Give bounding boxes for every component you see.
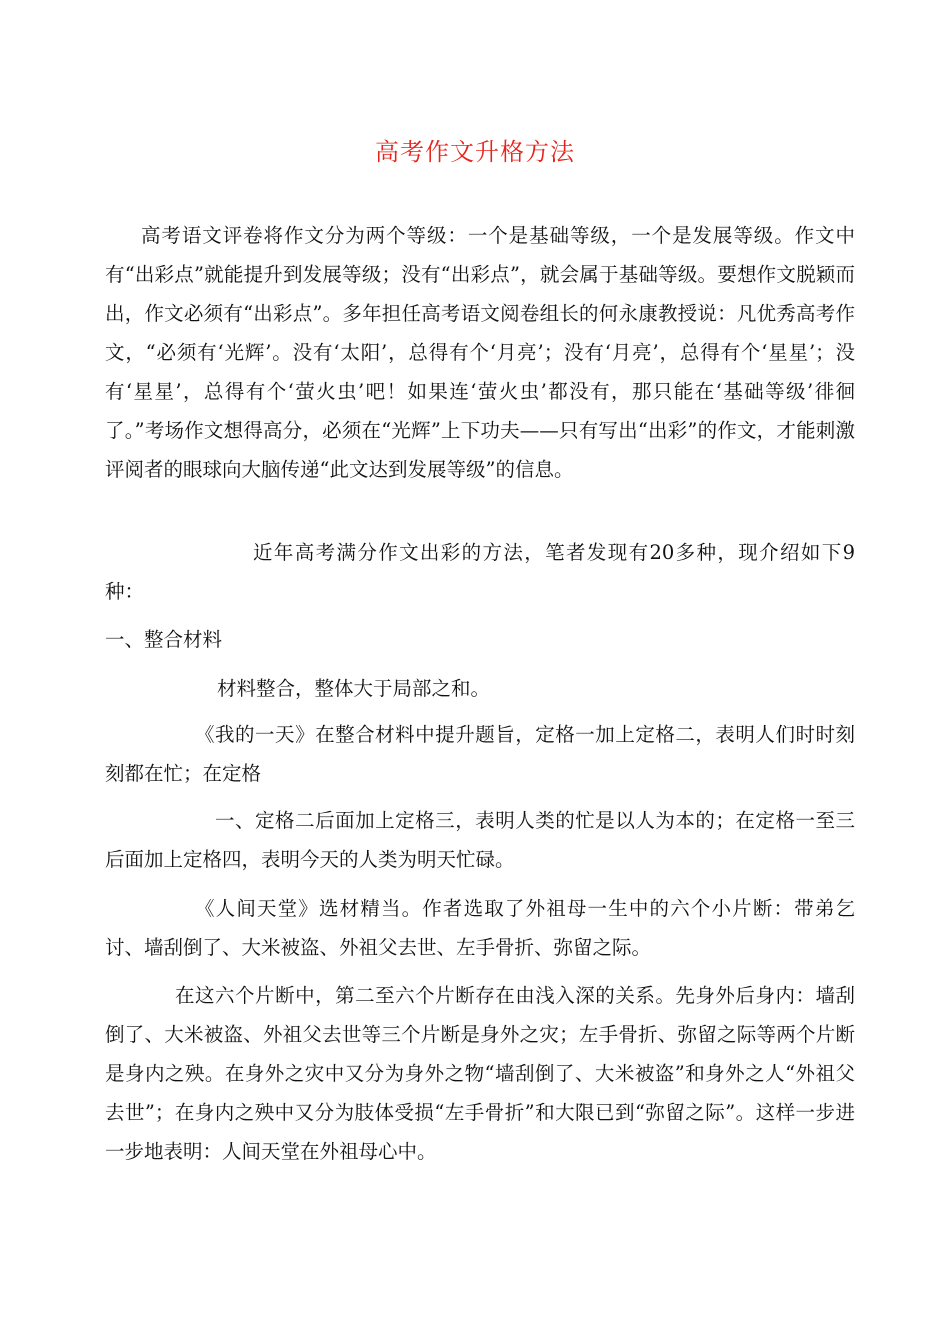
paragraph-analysis: 在这六个片断中，第二至六个片断存在由浅入深的关系。先身外后身内：墙刮倒了、大米被盗、外祖父去世等三个片断是身外之灾；左手骨折、弥留之际等两个片断是身内之殃。在身外之灾中又分为身外之物“墙刮倒了、大米被盗”和身外之人“外祖父去世”；在身内之殃中又分为肢体受损“左手骨折”和大限已到“弥留之际”。这样一步进一步地表明：人间天堂在外祖母心中。 (105, 984, 855, 1163)
section-heading-1: 一、整合材料 (105, 628, 223, 651)
paragraph-example-my-day-cont: 一、定格二后面加上定格三，表明人类的忙是以人为本的；在定格一至三后面加上定格四，表明今天的人类为明天忙碌。 (105, 809, 855, 871)
paragraph-methods-count: 近年高考满分作文出彩的方法，笔者发现有20多种，现介绍如下9种： (105, 541, 855, 603)
paragraph-example-heaven: 《人间天堂》选材精当。作者选取了外祖母一生中的六个小片断：带弟乞讨、墙刮倒了、大米被盗、外祖父去世、左手骨折、弥留之际。 (105, 897, 855, 959)
document-title: 高考作文升格方法 (375, 138, 575, 166)
paragraph-intro: 高考语文评卷将作文分为两个等级：一个是基础等级，一个是发展等级。作文中有“出彩点”就能提升到发展等级；没有“出彩点”，就会属于基础等级。要想作文脱颖而出，作文必须有“出彩点”。多年担任高考语文阅卷组长的何永康教授说：凡优秀高考作文，“必须有‘光辉’。没有‘太阳’，总得有个‘月亮’；没有‘月亮’，总得有个‘星星’；没有‘星星’，总得有个‘萤火虫’吧！如果连‘萤火虫’都没有，那只能在‘基础等级’徘徊了。”考场作文想得高分，必须在“光辉”上下功夫——只有写出“出彩”的作文，才能刺激评阅者的眼球向大脑传递“此文达到发展等级”的信息。 (105, 224, 855, 481)
paragraph-example-my-day: 《我的一天》在整合材料中提升题旨，定格一加上定格二，表明人们时时刻刻都在忙；在定格 (105, 723, 855, 785)
paragraph-summary: 材料整合，整体大于局部之和。 (217, 677, 491, 700)
